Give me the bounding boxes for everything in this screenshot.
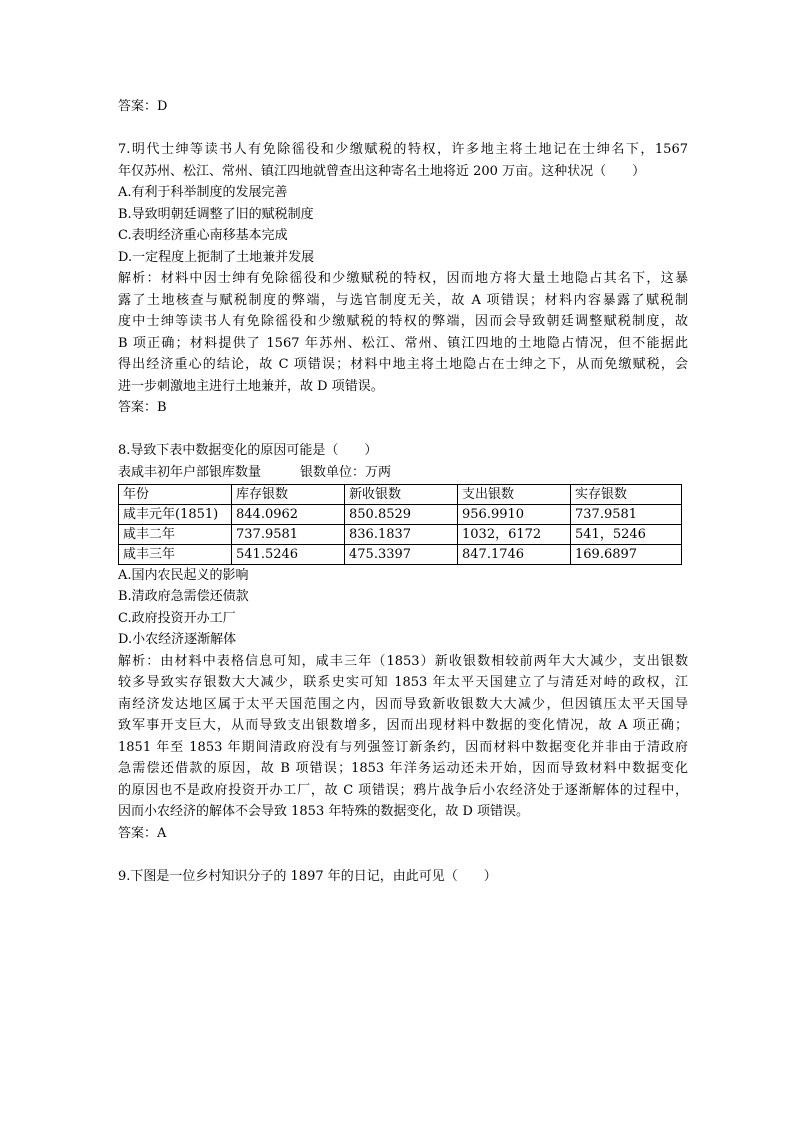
q6-answer: 答案：D (118, 99, 168, 114)
table-cell: 咸丰元年(1851) (119, 504, 232, 524)
table-cell: 咸丰二年 (119, 524, 232, 544)
table-header-cell: 库存银数 (232, 484, 345, 504)
q7-analysis-line: 解析：材料中因士绅有免除徭役和少缴赋税的特权，因而地方将大量土地隐占其名下，这暴 (118, 271, 688, 286)
q7-stem-line: 年仅苏州、松江、常州、镇江四地就曾查出这种寄名土地将近 200 万亩。这种状况（ ） (118, 163, 646, 179)
q8-option-a: A.国内农民起义的影响 (118, 567, 249, 583)
question-9 (118, 866, 688, 888)
q7-analysis-line: 度中士绅等读书人有免除徭役和少缴赋税的特权的弊端，因而会导致朝廷调整赋税制度，故 (118, 314, 688, 329)
table-row (119, 524, 682, 544)
table-header-row (119, 484, 682, 504)
q8-analysis-line: 的原因也不是政府投资开办工厂，故 C 项错误；鸦片战争后小农经济处于逐渐解体的过程中， (118, 782, 688, 798)
q7-analysis-line: B 项正确；材料提供了 1567 年苏州、松江、常州、镇江四地的土地隐占情况，但不能据此 (118, 335, 688, 351)
table-cell: 844.0962 (232, 504, 345, 524)
document-page (118, 96, 688, 887)
q8-answer: 答案：A (118, 825, 167, 841)
table-cell: 咸丰三年 (119, 544, 232, 564)
table-cell: 169.6897 (571, 544, 682, 564)
table-header-cell: 新收银数 (345, 484, 458, 504)
table-cell: 737.9581 (571, 504, 682, 524)
table-caption: 表咸丰初年户部银库数量 银数单位：万两 (118, 464, 392, 480)
silver-reserve-table (118, 484, 682, 565)
question-7 (118, 139, 688, 419)
q9-stem: 9.下图是一位乡村知识分子的 1897 年的日记，由此可见（ ） (118, 868, 497, 884)
q8-analysis-line: 1851 年至 1853 年期间清政府没有与列强签订新条约，因而材料中数据变化并非由于清政府 (118, 739, 688, 755)
q8-option-d: D.小农经济逐渐解体 (118, 632, 237, 647)
q8-analysis-line: 解析：由材料中表格信息可知，咸丰三年（1853）新收银数相较前两年大大减少，支出银数 (118, 653, 688, 669)
table-cell: 737.9581 (232, 524, 345, 544)
table-cell: 475.3397 (345, 544, 458, 564)
q8-option-c: C.政府投资开办工厂 (118, 610, 236, 626)
q8-analysis-line: 急需偿还借款的原因，故 B 项错误；1853 年洋务运动还未开始，因而导致材料中数据变化 (118, 761, 688, 776)
q8-option-b: B.清政府急需偿还债款 (118, 589, 249, 604)
q7-analysis-line: 露了土地核查与赋税制度的弊端，与选官制度无关，故 A 项错误；材料内容暴露了赋税制 (118, 292, 688, 308)
q7-option-b: B.导致明朝廷调整了旧的赋税制度 (118, 206, 314, 222)
q7-analysis-line: 得出经济重心的结论，故 C 项错误；材料中地主将土地隐占在士绅之下，从而免缴赋税，会 (118, 357, 688, 372)
q8-analysis-line: 致军事开支巨大，从而导致支出银数增多，因而出现材料中数据的变化情况，故 A 项正确； (118, 718, 688, 733)
table-cell: 847.1746 (458, 544, 571, 564)
question-8 (118, 440, 688, 844)
q8-analysis-line: 南经济发达地区属于太平天国范围之内，因而导致新收银数大大减少，但因镇压太平天国导 (118, 696, 688, 712)
table-row (119, 544, 682, 564)
q8-stem: 8.导致下表中数据变化的原因可能是（ ） (118, 443, 378, 458)
table-cell: 541，5246 (571, 524, 682, 544)
table-cell: 956.9910 (458, 504, 571, 524)
q7-analysis-line: 进一步刺激地主进行土地兼并，故 D 项错误。 (118, 378, 384, 394)
table-cell: 850.8529 (345, 504, 458, 524)
table-header-cell: 年份 (119, 484, 232, 504)
q7-stem-line: 7.明代士绅等读书人有免除徭役和少缴赋税的特权，许多地主将土地记在士绅名下，1567 (118, 142, 688, 157)
q7-option-c: C.表明经济重心南移基本完成 (118, 228, 288, 243)
q7-option-d: D.一定程度上扼制了土地兼并发展 (118, 249, 315, 265)
table-cell: 836.1837 (345, 524, 458, 544)
q8-analysis-line: 因而小农经济的解体不会导致 1853 年特殊的数据变化，故 D 项错误。 (118, 804, 530, 819)
q7-answer: 答案：B (118, 400, 167, 415)
table-row (119, 504, 682, 524)
table-cell: 541.5246 (232, 544, 345, 564)
q8-analysis-line: 较多导致实存银数大大减少，联系史实可知 1853 年太平天国建立了与清廷对峙的政权，江 (118, 675, 688, 690)
table-header-cell: 支出银数 (458, 484, 571, 504)
table-cell: 1032，6172 (458, 524, 571, 544)
table-header-cell: 实存银数 (571, 484, 682, 504)
q7-option-a: A.有利于科举制度的发展完善 (118, 185, 288, 200)
